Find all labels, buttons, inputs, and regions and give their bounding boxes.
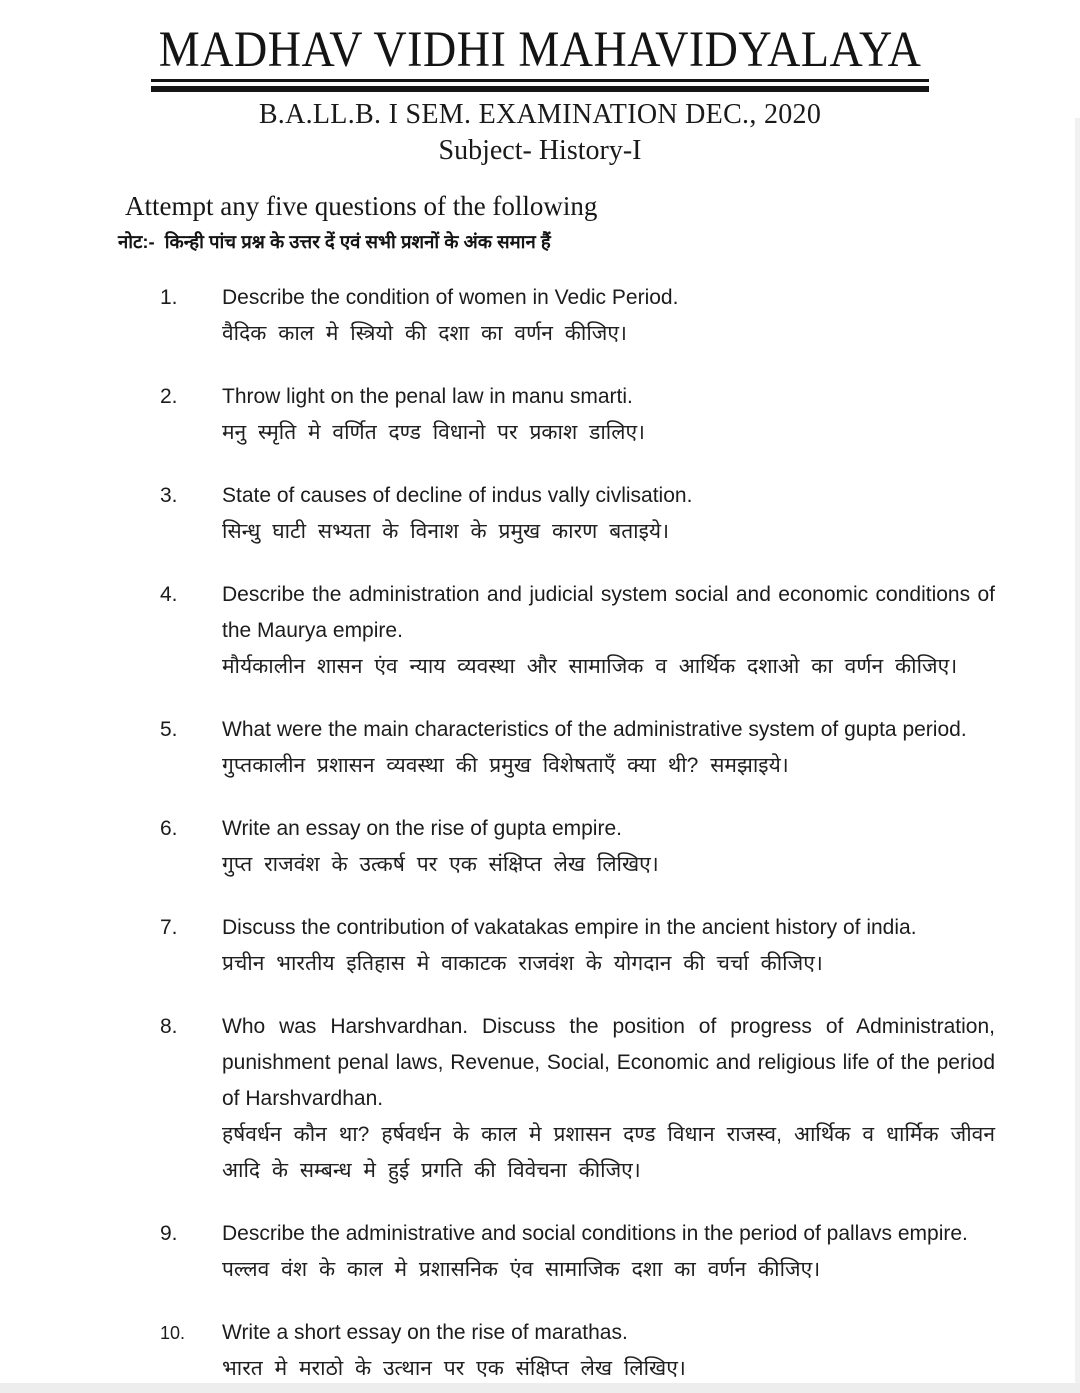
question-text-hindi: भारत मे मराठो के उत्थान पर एक संक्षिप्त लेख लिखिए। xyxy=(222,1357,686,1381)
question-list xyxy=(0,280,1080,1387)
question-number: 2. xyxy=(160,385,178,409)
college-title-block xyxy=(151,21,929,92)
question-row-4 xyxy=(0,577,1080,685)
question-text-hindi: गुप्त राजवंश के उत्कर्ष पर एक संक्षिप्त लेख लिखिए। xyxy=(222,853,659,877)
question-text-english: Describe the condition of women in Vedic Period. xyxy=(222,286,679,310)
question-text-hindi: वैदिक काल मे स्त्रियो की दशा का वर्णन कीजिए। xyxy=(222,322,627,346)
title-underline-thick xyxy=(151,86,929,92)
question-text-hindi: पल्लव वंश के काल मे प्रशासनिक एंव सामाजिक दशा का वर्णन कीजिए। xyxy=(222,1258,821,1282)
question-text-hindi: प्रचीन भारतीय इतिहास मे वाकाटक राजवंश के योगदान की चर्चा कीजिए। xyxy=(222,952,823,976)
question-text-english: What were the main characteristics of the administrative system of gupta period. xyxy=(222,718,967,742)
question-text-hindi: मौर्यकालीन शासन एंव न्याय व्यवस्था और सामाजिक व आर्थिक दशाओ का वर्णन कीजिए। xyxy=(222,655,958,679)
question-text-hindi: सिन्धु घाटी सभ्यता के विनाश के प्रमुख कारण बताइये। xyxy=(222,520,670,544)
question-row-9 xyxy=(0,1216,1080,1288)
question-text-hindi: गुप्तकालीन प्रशासन व्यवस्था की प्रमुख विशेषताएँ क्या थी? समझाइये। xyxy=(222,754,789,778)
question-row-8 xyxy=(0,1009,1080,1189)
scan-edge-bottom xyxy=(0,1383,1080,1393)
question-text-hindi: हर्षवर्धन कौन था? हर्षवर्धन के काल मे प्रशासन दण्ड विधान राजस्व, आर्थिक व धार्मिक जीवन आदि के सम्बन्ध मे हुई प्रगति की विवेचना कीजिए। xyxy=(222,1123,995,1183)
instruction-english: Attempt any five questions of the following xyxy=(125,191,598,222)
paper-header xyxy=(0,0,1080,167)
question-text-english: Write a short essay on the rise of marathas. xyxy=(222,1321,628,1345)
question-text-english: Who was Harshvardhan. Discuss the position of progress of Administration, punishment penal laws, Revenue, Social, Economic and religious life of the period of Harshvardhan. xyxy=(222,1015,995,1111)
question-row-5 xyxy=(0,712,1080,784)
title-underline-thin xyxy=(151,79,929,82)
question-text-hindi: मनु स्मृति मे वर्णित दण्ड विधानो पर प्रकाश डालिए। xyxy=(222,421,646,445)
question-row-2 xyxy=(0,379,1080,451)
question-row-6 xyxy=(0,811,1080,883)
note-label: नोट:- xyxy=(118,231,155,253)
college-title: MADHAV VIDHI MAHAVIDYALAYA xyxy=(158,21,922,79)
question-number: 6. xyxy=(160,817,178,841)
question-body xyxy=(222,1009,995,1189)
question-text-english: Discuss the contribution of vakatakas empire in the ancient history of india. xyxy=(222,916,917,940)
question-number: 9. xyxy=(160,1222,178,1246)
question-body xyxy=(222,712,995,784)
question-number: 8. xyxy=(160,1015,178,1039)
question-text-english: Write an essay on the rise of gupta empire. xyxy=(222,817,622,841)
question-body xyxy=(222,577,995,685)
instruction-note-hindi xyxy=(118,229,1080,254)
question-row-10 xyxy=(0,1315,1080,1387)
question-text-english: Throw light on the penal law in manu smarti. xyxy=(222,385,633,409)
question-text-english: State of causes of decline of indus vally civlisation. xyxy=(222,484,693,508)
question-number: 3. xyxy=(160,484,178,508)
note-text: किन्ही पांच प्रश्न के उत्तर दें एवं सभी प्रशनों के अंक समान हैं xyxy=(164,231,551,253)
question-body xyxy=(222,478,995,550)
question-number: 10. xyxy=(160,1323,186,1344)
question-row-1 xyxy=(0,280,1080,352)
question-number: 5. xyxy=(160,718,178,742)
question-body xyxy=(222,1315,995,1387)
question-body xyxy=(222,811,995,883)
question-body xyxy=(222,280,995,352)
question-body xyxy=(222,910,995,982)
question-number: 4. xyxy=(160,583,178,607)
question-body xyxy=(222,379,995,451)
exam-session-line: B.A.LL.B. I SEM. EXAMINATION DEC., 2020 xyxy=(258,99,822,131)
question-body xyxy=(222,1216,995,1288)
question-row-7 xyxy=(0,910,1080,982)
question-text-english: Describe the administration and judicial system social and economic conditions of the Maurya empire. xyxy=(222,583,995,643)
scan-edge-right xyxy=(1075,118,1080,1393)
question-text-english: Describe the administrative and social conditions in the period of pallavs empire. xyxy=(222,1222,968,1246)
question-row-3 xyxy=(0,478,1080,550)
question-number: 1. xyxy=(160,286,178,310)
question-number: 7. xyxy=(160,916,178,940)
subject-line: Subject- History-I xyxy=(438,135,642,167)
